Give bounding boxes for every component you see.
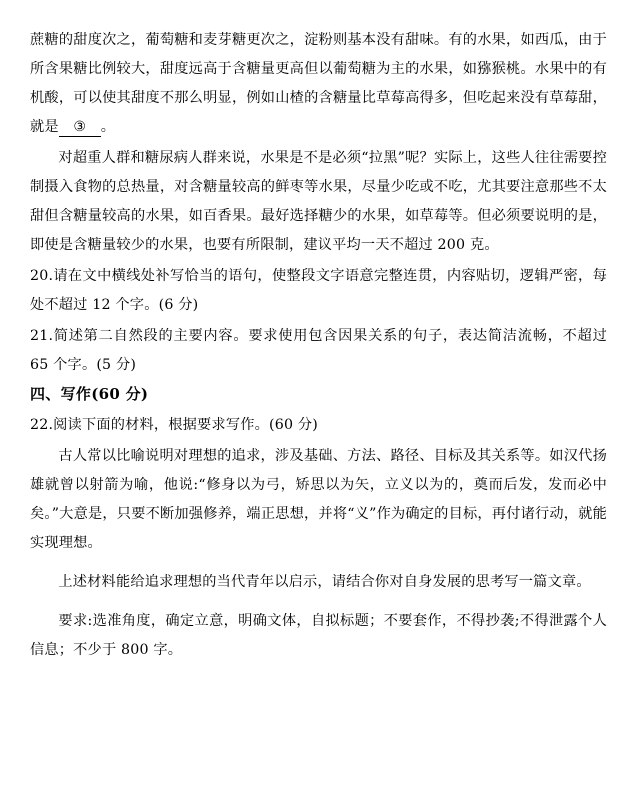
paragraph-sugar-sweetness xyxy=(30,26,607,142)
material-paragraph-1: 古人常以比喻说明对理想的追求，涉及基础、方法、路径、目标及其关系等。如汉代扬雄就曾以射箭为喻，他说:“修身以为弓，矫思以为矢，立义以为的，奠而后发，发而必中矣。”大意是，只要不断加强修养，端正思想，并将“义”作为确定的目标，再付诸行动，就能实现理想。 xyxy=(30,448,607,551)
paragraph-diabetes-advice: 对超重人群和糖尿病人群来说，水果是不是必须“拉黑”呢？实际上，这些人往往需要控制摄入食物的总热量，对含糖量较高的鲜枣等水果，尽量少吃或不吃，尤其要注意那些不太甜但含糖量较高的水果，如百香果。最好选择糖少的水果，如草莓等。但必须要说明的是，即使是含糖量较少的水果，也要有所限制，建议平均一天不超过 200 克。 xyxy=(30,150,607,253)
paragraph-sugar-sweetness-tail: 。 xyxy=(100,119,116,135)
section-heading-writing: 四、写作(60 分) xyxy=(30,385,149,403)
paragraph-sugar-sweetness-text: 蔗糖的甜度次之，葡萄糖和麦芽糖更次之，淀粉则基本没有甜味。有的水果，如西瓜，由于所含果糖比例较大，甜度远高于含糖量更高但以葡萄糖为主的水果，如猕猴桃。水果中的有机酸，可以使其甜度不那么明显，例如山楂的含糖量比草莓高得多，但吃起来没有草莓甜，就是 xyxy=(30,32,607,135)
question-20: 20.请在文中横线处补写恰当的语句，使整段文字语意完整连贯，内容贴切，逻辑严密，每处不超过 12 个字。(6 分) xyxy=(30,268,607,313)
question-22: 22.阅读下面的材料，根据要求写作。(60 分) xyxy=(30,417,318,433)
material-requirements: 要求:选准角度，确定立意，明确文体，自拟标题；不要套作，不得抄袭;不得泄露个人信息；不少于 800 字。 xyxy=(30,613,607,658)
fill-in-blank-3[interactable]: ③ xyxy=(59,118,101,137)
question-21: 21.简述第二自然段的主要内容。要求使用包含因果关系的句子，表达简洁流畅，不超过 65 个字。(5 分) xyxy=(30,328,607,373)
material-paragraph-2: 上述材料能给追求理想的当代青年以启示，请结合你对自身发展的思考写一篇文章。 xyxy=(58,574,591,590)
